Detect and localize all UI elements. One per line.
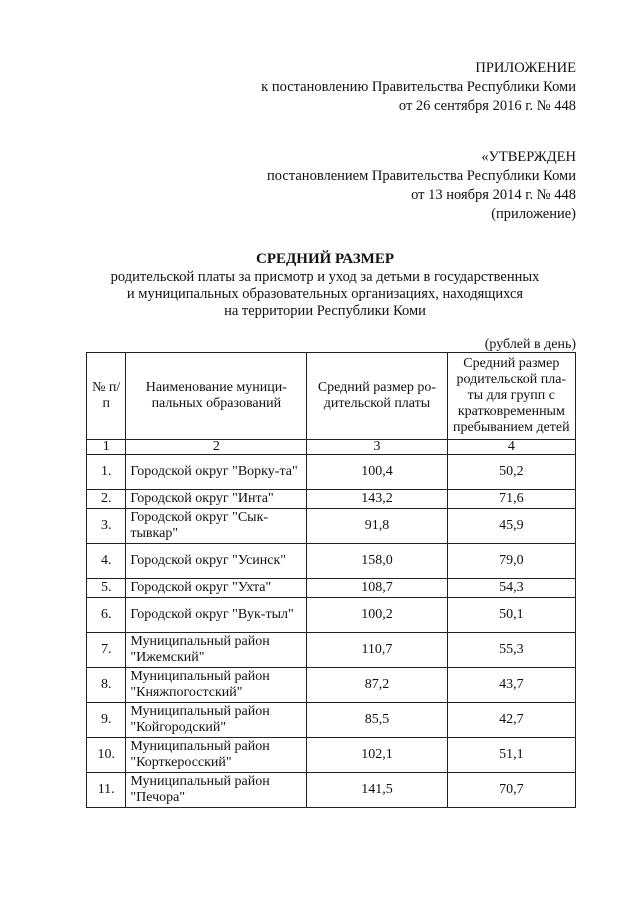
row-municipality: Городской округ "Вук-тыл"	[126, 598, 307, 633]
row-average-fee: 91,8	[307, 509, 447, 544]
row-average-fee: 143,2	[307, 490, 447, 509]
row-short-stay-fee: 70,7	[447, 773, 575, 808]
table-row	[87, 703, 576, 738]
approved-note: (приложение)	[491, 206, 576, 222]
row-municipality: Городской округ "Усинск"	[126, 544, 307, 579]
table-row	[87, 509, 576, 544]
approved-title: «УТВЕРЖДЕН	[481, 149, 576, 165]
row-municipality: Муниципальный район "Ижемский"	[126, 633, 307, 668]
row-short-stay-fee: 43,7	[447, 668, 575, 703]
row-average-fee: 87,2	[307, 668, 447, 703]
row-short-stay-fee: 54,3	[447, 579, 575, 598]
col-number-4: 4	[447, 440, 575, 455]
row-average-fee: 108,7	[307, 579, 447, 598]
row-short-stay-fee: 79,0	[447, 544, 575, 579]
row-municipality: Муниципальный район "Койгородский"	[126, 703, 307, 738]
table-row	[87, 668, 576, 703]
row-short-stay-fee: 45,9	[447, 509, 575, 544]
header-municipality: Наименование муници-пальных образований	[126, 353, 307, 440]
table-row	[87, 773, 576, 808]
header-short-stay-fee: Средний размер родительской пла-ты для групп с кратковременным пребыванием детей	[447, 353, 575, 440]
annex-header	[261, 59, 576, 116]
col-number-3: 3	[307, 440, 447, 455]
table-row	[87, 490, 576, 509]
table-row	[87, 598, 576, 633]
header-number: № п/п	[87, 353, 126, 440]
title-line-3: на территории Республики Коми	[224, 303, 426, 319]
annex-reference: к постановлению Правительства Республики Коми	[261, 79, 576, 95]
table-row	[87, 738, 576, 773]
row-short-stay-fee: 42,7	[447, 703, 575, 738]
header-average-fee: Средний размер ро-дительской платы	[307, 353, 447, 440]
document-title	[90, 251, 560, 320]
row-number: 3.	[87, 509, 126, 544]
row-municipality: Муниципальный район "Печора"	[126, 773, 307, 808]
approved-header	[267, 148, 576, 224]
approved-reference: постановлением Правительства Республики Коми	[267, 168, 576, 184]
row-short-stay-fee: 50,2	[447, 455, 575, 490]
table-row	[87, 633, 576, 668]
table-column-numbers	[87, 440, 576, 455]
row-municipality: Муниципальный район "Корткеросский"	[126, 738, 307, 773]
row-short-stay-fee: 50,1	[447, 598, 575, 633]
annex-date: от 26 сентября 2016 г. № 448	[398, 98, 576, 114]
row-average-fee: 102,1	[307, 738, 447, 773]
table-row	[87, 579, 576, 598]
row-number: 2.	[87, 490, 126, 509]
row-municipality: Городской округ "Ухта"	[126, 579, 307, 598]
annex-title: ПРИЛОЖЕНИЕ	[475, 60, 576, 76]
row-number: 6.	[87, 598, 126, 633]
col-number-1: 1	[87, 440, 126, 455]
units-label: (рублей в день)	[484, 337, 576, 352]
row-average-fee: 100,4	[307, 455, 447, 490]
row-number: 7.	[87, 633, 126, 668]
row-number: 10.	[87, 738, 126, 773]
table-row	[87, 544, 576, 579]
row-municipality: Муниципальный район "Княжпогостский"	[126, 668, 307, 703]
row-municipality: Городской округ "Сык-тывкар"	[126, 509, 307, 544]
row-average-fee: 85,5	[307, 703, 447, 738]
approved-date: от 13 ноября 2014 г. № 448	[411, 187, 576, 203]
title-line-1: родительской платы за присмотр и уход за детьми в государственных	[110, 269, 540, 285]
row-number: 9.	[87, 703, 126, 738]
title-heading: СРЕДНИЙ РАЗМЕР	[255, 251, 395, 267]
row-average-fee: 158,0	[307, 544, 447, 579]
col-number-2: 2	[126, 440, 307, 455]
row-number: 4.	[87, 544, 126, 579]
fees-table	[86, 352, 576, 808]
row-municipality: Городской округ "Ворку-та"	[126, 455, 307, 490]
row-municipality: Городской округ "Инта"	[126, 490, 307, 509]
table-header-row	[87, 353, 576, 440]
row-number: 11.	[87, 773, 126, 808]
title-line-2: и муниципальных образовательных организациях, находящихся	[126, 286, 524, 302]
row-short-stay-fee: 51,1	[447, 738, 575, 773]
table-row	[87, 455, 576, 490]
row-average-fee: 110,7	[307, 633, 447, 668]
row-number: 8.	[87, 668, 126, 703]
row-short-stay-fee: 71,6	[447, 490, 575, 509]
row-short-stay-fee: 55,3	[447, 633, 575, 668]
row-number: 1.	[87, 455, 126, 490]
row-average-fee: 141,5	[307, 773, 447, 808]
row-average-fee: 100,2	[307, 598, 447, 633]
row-number: 5.	[87, 579, 126, 598]
